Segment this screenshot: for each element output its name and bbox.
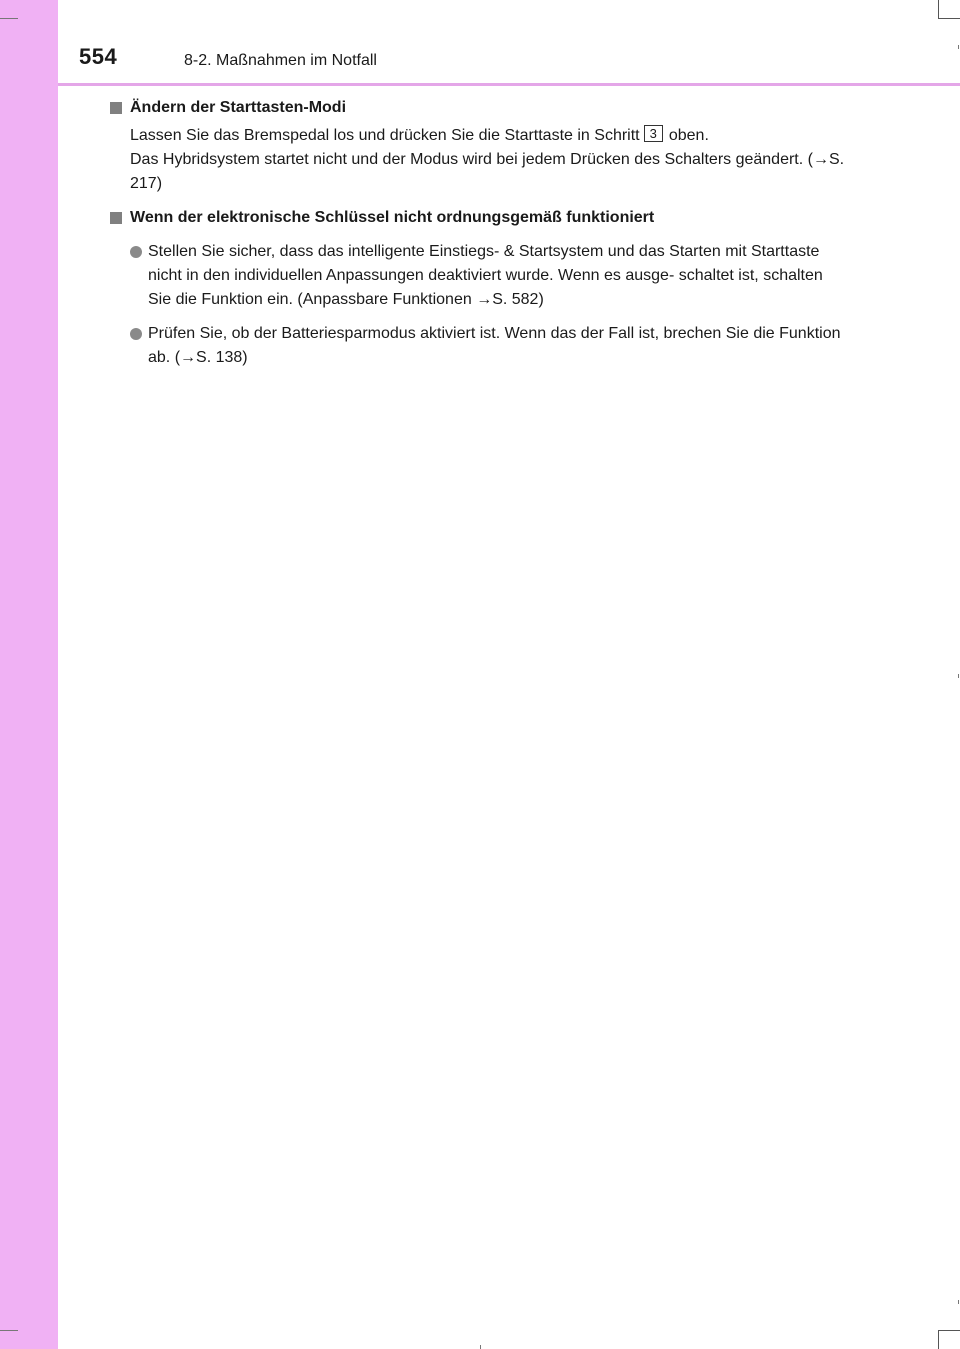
list-item-text: Stellen Sie sicher, dass das intelligente Einstiegs- & Startsystem und das Starten mit Starttaste nicht in den individuellen Anpassungen deaktiviert wurde. Wenn es ausge- schaltet ist, schalten Sie die Funktion ein. (Anpassbare Funktionen →S. 582) bbox=[148, 243, 823, 308]
header-rule bbox=[58, 83, 960, 86]
section-heading bbox=[110, 206, 850, 230]
crop-mark bbox=[938, 1330, 939, 1349]
list-item bbox=[130, 322, 850, 370]
chapter-title: 8-2. Maßnahmen im Notfall bbox=[184, 52, 377, 69]
crop-mark bbox=[0, 1330, 18, 1331]
registration-tick bbox=[480, 1345, 481, 1349]
step-number-box: 3 bbox=[644, 125, 663, 142]
page-content bbox=[110, 96, 850, 370]
circle-bullet-icon bbox=[130, 246, 142, 258]
circle-bullet-icon bbox=[130, 328, 142, 340]
crop-mark bbox=[938, 1330, 960, 1331]
registration-tick bbox=[958, 45, 959, 49]
page-number: 554 bbox=[79, 44, 118, 69]
list-item bbox=[130, 240, 850, 312]
paragraph bbox=[130, 124, 850, 196]
list-item-text: Prüfen Sie, ob der Batteriesparmodus aktiviert ist. Wenn das der Fall ist, brechen Sie die Funktion ab. (→S. 138) bbox=[148, 325, 841, 366]
crop-mark bbox=[938, 0, 939, 18]
paragraph-text: oben. bbox=[668, 127, 709, 144]
square-bullet-icon bbox=[110, 212, 122, 224]
paragraph-text: Lassen Sie das Bremspedal los und drücken Sie die Starttaste in Schritt bbox=[130, 127, 640, 144]
registration-tick bbox=[958, 1300, 959, 1304]
crop-mark bbox=[938, 18, 960, 19]
crop-mark bbox=[0, 18, 18, 19]
chapter-sidebar bbox=[0, 0, 58, 1349]
paragraph-text: Das Hybridsystem startet nicht und der Modus wird bei jedem Drücken des Schalters geändert. (→S. 217) bbox=[130, 151, 845, 192]
square-bullet-icon bbox=[110, 102, 122, 114]
registration-tick bbox=[958, 674, 959, 678]
section-heading bbox=[110, 96, 850, 120]
section-heading-text: Wenn der elektronische Schlüssel nicht ordnungsgemäß funktioniert bbox=[130, 209, 655, 226]
section-heading-text: Ändern der Starttasten-Modi bbox=[130, 99, 347, 116]
